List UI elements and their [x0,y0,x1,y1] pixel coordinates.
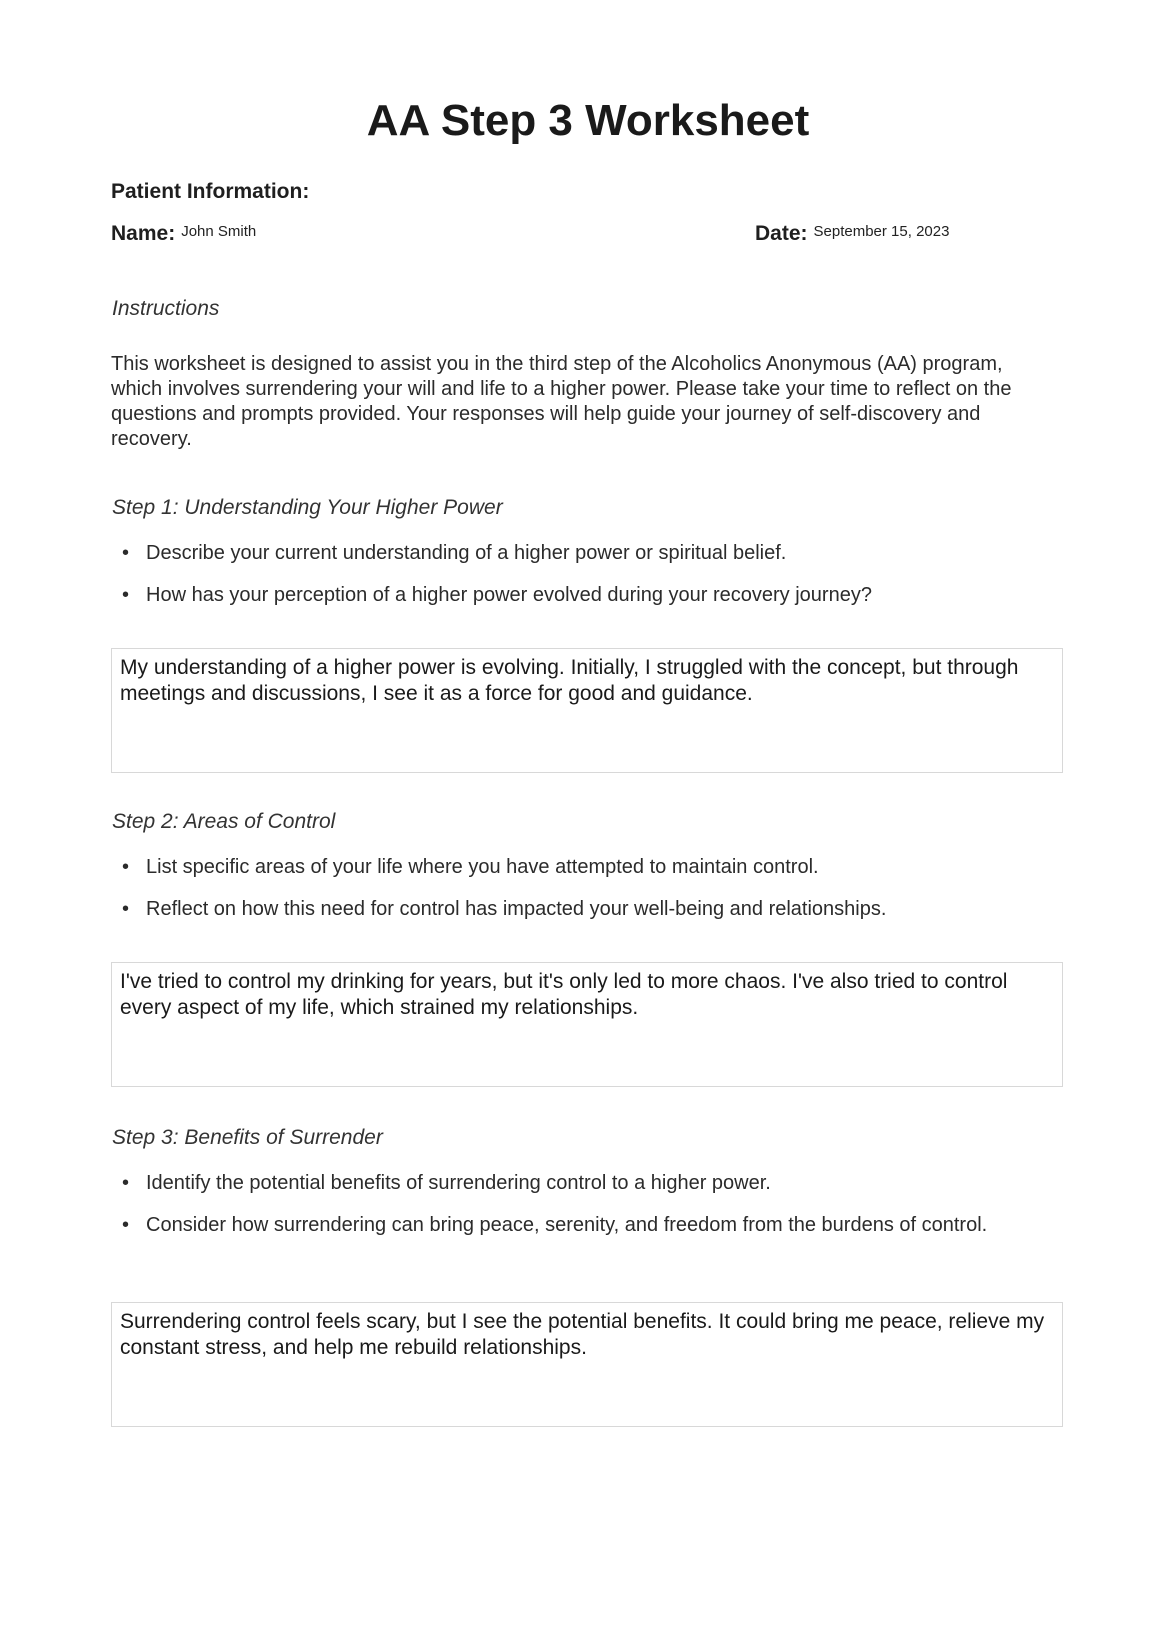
date-field [755,222,949,246]
page-title: AA Step 3 Worksheet [366,96,810,145]
step-1-questions [120,541,1040,625]
step-2-heading: Step 2: Areas of Control [112,810,336,833]
instructions-heading: Instructions [112,297,220,320]
patient-info-heading: Patient Information: [111,180,310,203]
step-2-questions [120,855,1040,939]
instructions-body: This worksheet is designed to assist you in the third step of the Alcoholics Anonymous (AA) program, which involves surrendering your will and life to a higher power. Please take your time to reflect on the questions and prompts provided. Your responses will help guide your journey of self-discovery and recovery. [111,353,1012,450]
list-item [120,897,1040,922]
step-3-questions [120,1171,1040,1255]
date-label: Date: [755,222,808,245]
question-text: Identify the potential benefits of surrendering control to a higher power. [146,1172,771,1194]
bullet-icon: • [122,1172,130,1194]
step-1-heading: Step 1: Understanding Your Higher Power [112,496,503,519]
bullet-icon: • [122,1214,130,1236]
step-3-heading: Step 3: Benefits of Surrender [112,1126,383,1149]
question-text: Reflect on how this need for control has impacted your well-being and relationships. [146,898,887,920]
list-item [120,583,1040,608]
bullet-icon: • [122,898,130,920]
step-2-response-box[interactable]: I've tried to control my drinking for years, but it's only led to more chaos. I've also tried to control every aspect of my life, which strained my relationships. [111,962,1063,1087]
name-label: Name: [111,222,176,245]
bullet-icon: • [122,584,130,606]
question-text: Describe your current understanding of a higher power or spiritual belief. [146,542,787,564]
bullet-icon: • [122,856,130,878]
list-item [120,855,1040,880]
name-value: John Smith [181,223,257,240]
list-item [120,1171,1040,1196]
bullet-icon: • [122,542,130,564]
step-1-response-box[interactable]: My understanding of a higher power is evolving. Initially, I struggled with the concept, but through meetings and discussions, I see it as a force for good and guidance. [111,648,1063,773]
name-field [111,222,256,246]
step-3-response-box[interactable]: Surrendering control feels scary, but I see the potential benefits. It could bring me peace, relieve my constant stress, and help me rebuild relationships. [111,1302,1063,1427]
list-item [120,541,1040,566]
list-item [120,1213,1040,1238]
question-text: List specific areas of your life where you have attempted to maintain control. [146,856,819,878]
question-text: Consider how surrendering can bring peace, serenity, and freedom from the burdens of control. [146,1214,988,1236]
question-text: How has your perception of a higher power evolved during your recovery journey? [146,584,872,606]
date-value: September 15, 2023 [813,223,950,240]
